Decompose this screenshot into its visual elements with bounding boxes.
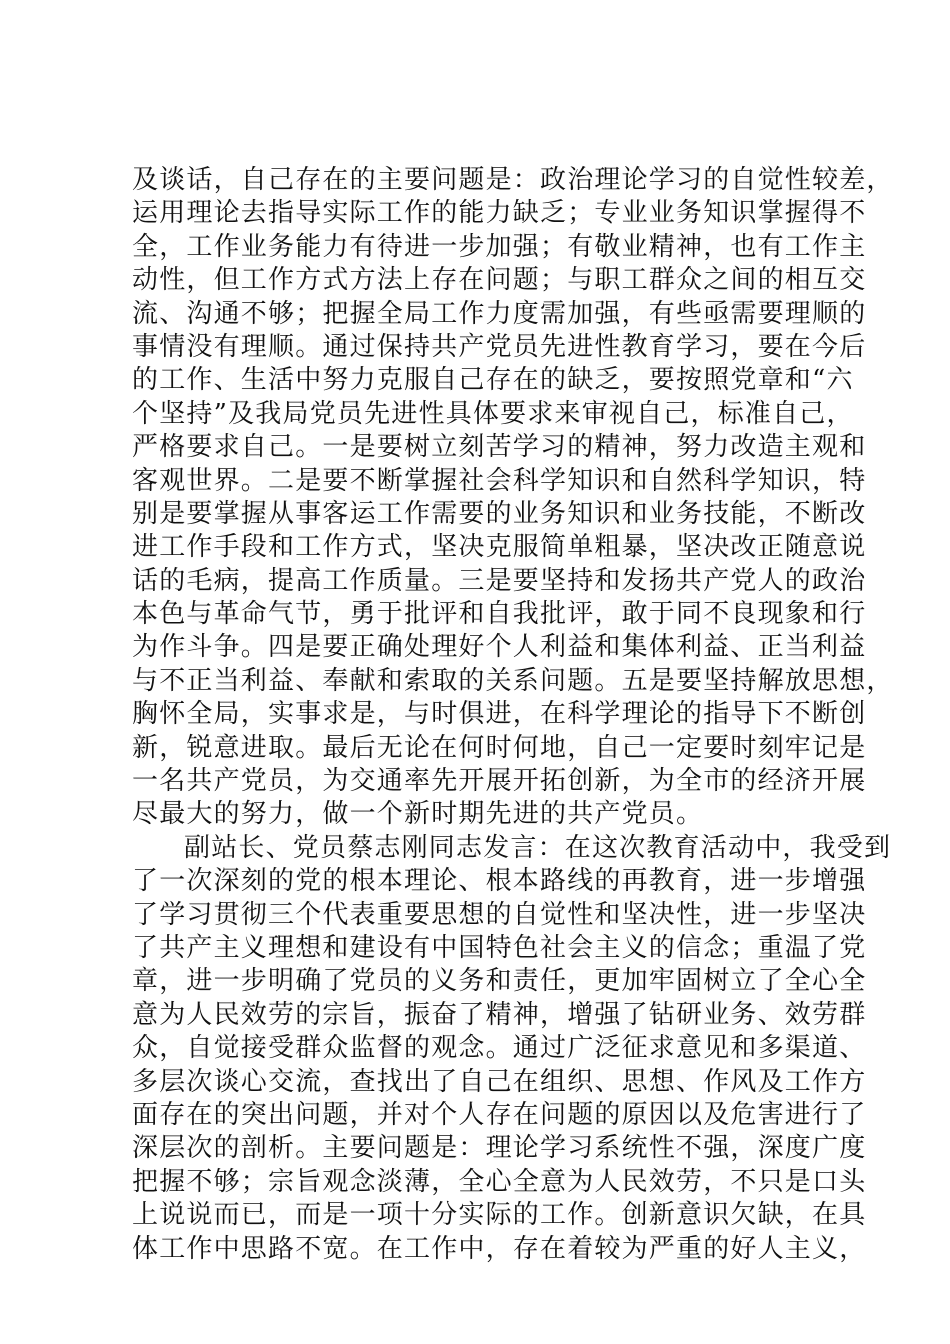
text-line: 一名共产党员，为交通率先开展开拓创新，为全市的经济开展 [132,766,867,797]
text-line: 本色与革命气节，勇于批评和自我批评，敢于同不良现象和行 [132,599,867,630]
text-line: 意为人民效劳的宗旨，振奋了精神，增强了钻研业务、效劳群 [132,999,867,1030]
text-line: 事情没有理顺。通过保持共产党员先进性教育学习，要在今后 [132,331,867,362]
text-line: 把握不够；宗旨观念淡薄，全心全意为人民效劳，不只是口头 [132,1166,867,1197]
text-line: 话的毛病，提高工作质量。三是要坚持和发扬共产党人的政治 [132,565,867,596]
text-line: 了一次深刻的党的根本理论、根本路线的再教育，进一步增强 [132,866,867,897]
text-line: 副站长、党员蔡志刚同志发言：在这次教育活动中，我受到 [184,832,892,863]
text-line: 与不正当利益、奉献和索取的关系问题。五是要坚持解放思想， [132,665,894,696]
text-line: 为作斗争。四是要正确处理好个人利益和集体利益、正当利益 [132,632,867,663]
text-line: 体工作中思路不宽。在工作中，存在着较为严重的好人主义， [132,1233,867,1264]
text-line: 章，进一步明确了党员的义务和责任，更加牢固树立了全心全 [132,966,867,997]
text-line: 运用理论去指导实际工作的能力缺乏；专业业务知识掌握得不 [132,198,867,229]
text-line: 胸怀全局，实事求是，与时俱进，在科学理论的指导下不断创 [132,699,867,730]
text-line: 别是要掌握从事客运工作需要的业务知识和业务技能，不断改 [132,498,867,529]
text-line: 流、沟通不够；把握全局工作力度需加强，有些亟需要理顺的 [132,298,867,329]
text-line: 进工作手段和工作方式，坚决克服简单粗暴，坚决改正随意说 [132,532,867,563]
paragraph-1 [132,164,894,832]
text-line: 上说说而已，而是一项十分实际的工作。创新意识欠缺，在具 [132,1200,867,1231]
body-text [132,164,894,1266]
text-line: 的工作、生活中努力克服自己存在的缺乏，要按照党章和“六 [132,365,854,396]
text-line: 深层次的剖析。主要问题是：理论学习系统性不强，深度广度 [132,1133,867,1164]
text-line: 全，工作业务能力有待进一步加强；有敬业精神，也有工作主 [132,231,867,262]
text-line: 众，自觉接受群众监督的观念。通过广泛征求意见和多渠道、 [132,1033,867,1064]
text-line: 新，锐意进取。最后无论在何时何地，自己一定要时刻牢记是 [132,732,867,763]
paragraph-2 [132,832,892,1266]
text-line: 面存在的突出问题，并对个人存在问题的原因以及危害进行了 [132,1099,867,1130]
text-line: 动性，但工作方式方法上存在问题；与职工群众之间的相互交 [132,265,867,296]
text-line: 及谈话，自己存在的主要问题是：政治理论学习的自觉性较差， [132,165,894,195]
text-line: 了共产主义理想和建设有中国特色社会主义的信念；重温了党 [132,932,867,963]
text-line: 个坚持”及我局党员先进性具体要求来审视自己，标准自己， [132,398,854,429]
text-line: 客观世界。二是要不断掌握社会科学知识和自然科学知识，特 [132,465,867,496]
text-line: 多层次谈心交流，查找出了自己在组织、思想、作风及工作方 [132,1066,867,1097]
text-line: 了学习贯彻三个代表重要思想的自觉性和坚决性，进一步坚决 [132,899,867,930]
text-line: 尽最大的努力，做一个新时期先进的共产党员。 [132,799,704,830]
text-line: 严格要求自己。一是要树立刻苦学习的精神，努力改造主观和 [132,432,867,463]
